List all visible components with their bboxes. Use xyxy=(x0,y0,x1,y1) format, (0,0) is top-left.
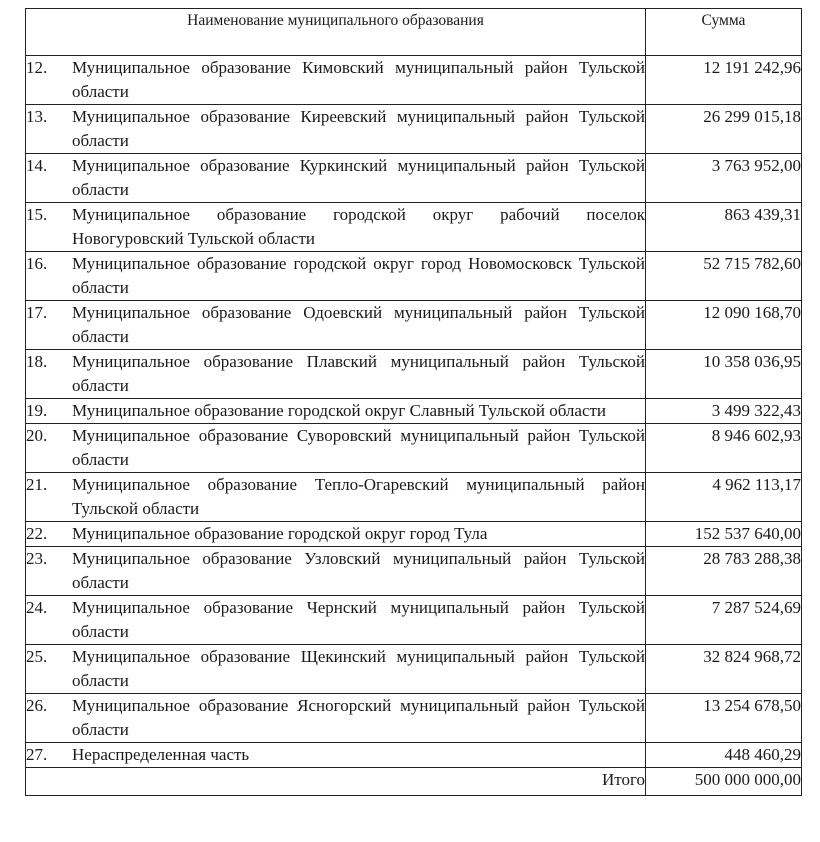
table-row xyxy=(26,203,802,252)
municipality-cell xyxy=(26,399,646,424)
row-number: 23. xyxy=(26,549,48,568)
sum-cell: 152 537 640,00 xyxy=(646,522,802,547)
municipality-name: Муниципальное образование Щекинский муниципальный район Тульской области xyxy=(72,647,645,690)
row-number: 26. xyxy=(26,696,48,715)
table-row xyxy=(26,154,802,203)
row-number: 16. xyxy=(26,254,48,273)
row-number: 24. xyxy=(26,598,48,617)
municipality-cell xyxy=(26,203,646,252)
municipality-name: Муниципальное образование Куркинский муниципальный район Тульской области xyxy=(72,156,645,199)
table-body xyxy=(26,56,802,768)
table-row xyxy=(26,522,802,547)
sum-cell: 8 946 602,93 xyxy=(646,424,802,473)
table-row xyxy=(26,645,802,694)
sum-cell: 13 254 678,50 xyxy=(646,694,802,743)
row-number: 22. xyxy=(26,524,48,543)
row-number: 27. xyxy=(26,745,48,764)
municipality-cell xyxy=(26,473,646,522)
municipality-name: Нераспределенная часть xyxy=(72,745,250,764)
sum-cell: 7 287 524,69 xyxy=(646,596,802,645)
table-row xyxy=(26,105,802,154)
sum-cell: 12 090 168,70 xyxy=(646,301,802,350)
row-number: 12. xyxy=(26,58,48,77)
table-row xyxy=(26,694,802,743)
sum-cell: 10 358 036,95 xyxy=(646,350,802,399)
sum-cell: 26 299 015,18 xyxy=(646,105,802,154)
municipality-cell xyxy=(26,252,646,301)
municipality-cell xyxy=(26,350,646,399)
municipality-cell xyxy=(26,154,646,203)
sum-cell: 28 783 288,38 xyxy=(646,547,802,596)
table-row xyxy=(26,301,802,350)
sum-cell: 3 499 322,43 xyxy=(646,399,802,424)
sum-cell: 4 962 113,17 xyxy=(646,473,802,522)
table-row xyxy=(26,596,802,645)
row-number: 13. xyxy=(26,107,48,126)
total-sum: 500 000 000,00 xyxy=(646,768,802,796)
municipality-cell xyxy=(26,547,646,596)
municipality-name: Муниципальное образование городской округ город Новомосковск Тульской области xyxy=(72,254,645,297)
municipality-name: Муниципальное образование городской округ рабочий поселок Новогуровский Тульской области xyxy=(72,205,645,248)
municipality-name: Муниципальное образование Киреевский муниципальный район Тульской области xyxy=(72,107,645,150)
municipality-cell xyxy=(26,56,646,105)
municipality-name: Муниципальное образование Узловский муниципальный район Тульской области xyxy=(72,549,645,592)
municipality-name: Муниципальное образование Плавский муниципальный район Тульской области xyxy=(72,352,645,395)
table-row xyxy=(26,424,802,473)
row-number: 20. xyxy=(26,426,48,445)
municipality-cell xyxy=(26,694,646,743)
row-number: 15. xyxy=(26,205,48,224)
row-number: 25. xyxy=(26,647,48,666)
municipality-name: Муниципальное образование Одоевский муниципальный район Тульской области xyxy=(72,303,645,346)
municipality-name: Муниципальное образование Суворовский муниципальный район Тульской области xyxy=(72,426,645,469)
municipality-cell xyxy=(26,301,646,350)
municipality-name: Муниципальное образование Тепло-Огаревский муниципальный район Тульской области xyxy=(72,475,645,518)
allocation-table xyxy=(25,8,802,796)
row-number: 17. xyxy=(26,303,48,322)
sum-cell: 3 763 952,00 xyxy=(646,154,802,203)
sum-cell: 863 439,31 xyxy=(646,203,802,252)
total-label: Итого xyxy=(26,768,646,796)
row-number: 21. xyxy=(26,475,48,494)
municipality-cell xyxy=(26,522,646,547)
sum-cell: 12 191 242,96 xyxy=(646,56,802,105)
row-number: 14. xyxy=(26,156,48,175)
municipality-name: Муниципальное образование Ясногорский муниципальный район Тульской области xyxy=(72,696,645,739)
header-sum: Сумма xyxy=(646,9,802,56)
municipality-name: Муниципальное образование городской округ город Тула xyxy=(72,524,488,543)
row-number: 18. xyxy=(26,352,48,371)
total-row xyxy=(26,768,802,796)
municipality-cell xyxy=(26,424,646,473)
sum-cell: 448 460,29 xyxy=(646,743,802,768)
table-row xyxy=(26,56,802,105)
municipality-name: Муниципальное образование Чернский муниципальный район Тульской области xyxy=(72,598,645,641)
municipality-cell xyxy=(26,645,646,694)
municipality-cell xyxy=(26,596,646,645)
table-row xyxy=(26,252,802,301)
header-municipality-name: Наименование муниципального образования xyxy=(26,9,646,56)
table-row xyxy=(26,547,802,596)
municipality-name: Муниципальное образование Кимовский муниципальный район Тульской области xyxy=(72,58,645,101)
sum-cell: 52 715 782,60 xyxy=(646,252,802,301)
table-header-row xyxy=(26,9,802,56)
municipality-cell xyxy=(26,743,646,768)
municipality-cell xyxy=(26,105,646,154)
table-row xyxy=(26,743,802,768)
municipality-name: Муниципальное образование городской округ Славный Тульской области xyxy=(72,401,607,420)
table-row xyxy=(26,399,802,424)
row-number: 19. xyxy=(26,401,48,420)
table-row xyxy=(26,350,802,399)
sum-cell: 32 824 968,72 xyxy=(646,645,802,694)
table-row xyxy=(26,473,802,522)
